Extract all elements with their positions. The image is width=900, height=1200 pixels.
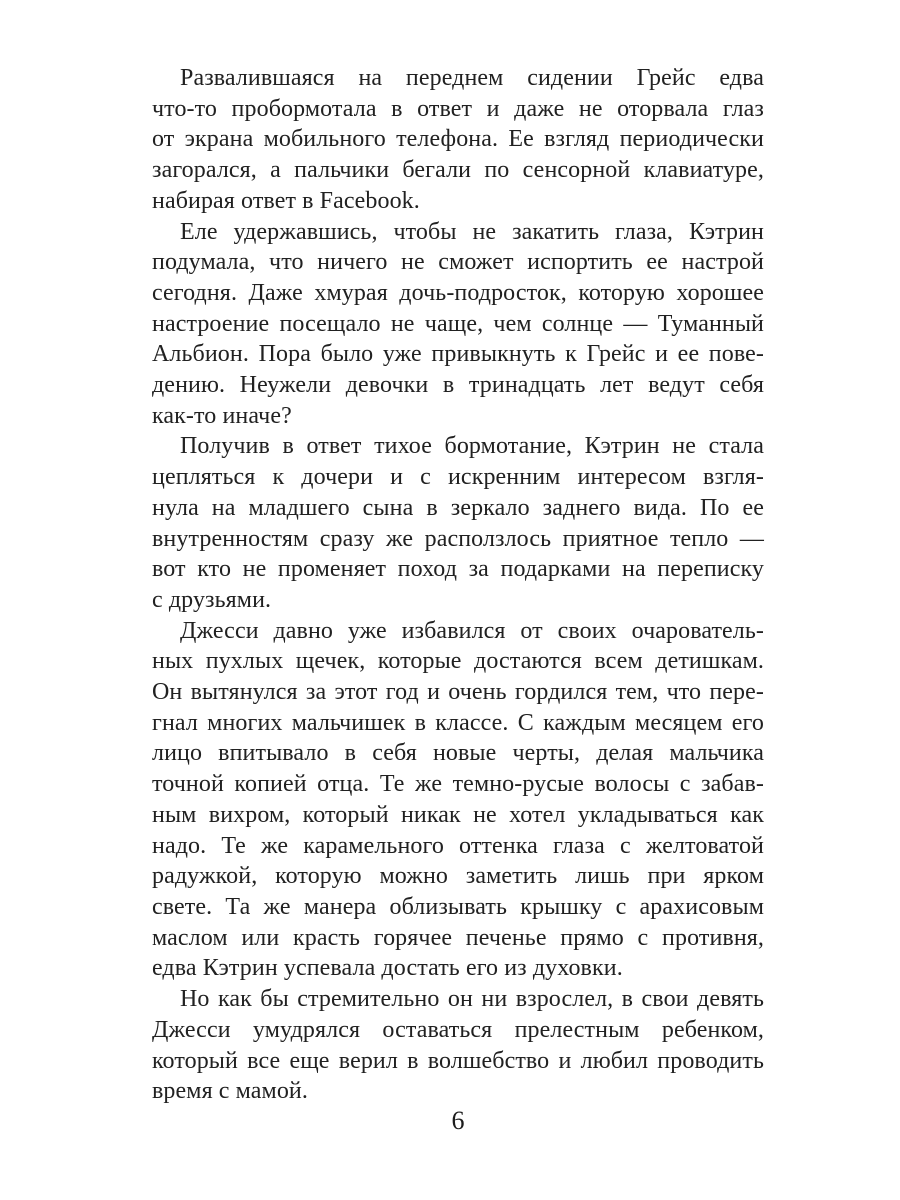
paragraph (152, 984, 764, 1107)
text-line: нула на младшего сына в зеркало заднего вида. По ее (152, 494, 764, 521)
text-line: лицо впитывало в себя новые черты, делая мальчика (152, 740, 764, 767)
text-line: надо. Те же карамельного оттенка глаза с желтоватой (152, 832, 764, 859)
paragraph (152, 217, 764, 432)
text-line: радужкой, которую можно заметить лишь при ярком (152, 863, 764, 890)
text-line: едва Кэтрин успевала достать его из духовки. (152, 955, 623, 982)
text-line: Он вытянулся за этот год и очень гордился тем, что пере- (152, 679, 764, 706)
text-line: что-то пробормотала в ответ и даже не оторвала глаз (152, 95, 764, 122)
text-line: гнал многих мальчишек в классе. С каждым месяцем его (152, 709, 764, 736)
text-line: внутренностям сразу же расползлось приятное тепло — (152, 525, 764, 552)
text-line: точной копией отца. Те же темно-русые волосы с забав- (152, 771, 764, 798)
paragraph (152, 431, 764, 615)
page-number: 6 (451, 1106, 465, 1135)
text-line: цепляться к дочери и с искренним интересом взгля- (152, 464, 764, 491)
text-line: Альбион. Пора было уже привыкнуть к Грейс и ее пове- (152, 341, 764, 368)
text-line: с друзьями. (152, 586, 272, 613)
text-line: сегодня. Даже хмурая дочь-подросток, которую хорошее (152, 279, 764, 306)
text-line: как-то иначе? (152, 402, 292, 429)
text-line: который все еще верил в волшебство и любил проводить (152, 1047, 764, 1074)
text-line: Джесси умудрялся оставаться прелестным ребенком, (152, 1016, 764, 1043)
text-line: настроение посещало не чаще, чем солнце — Туманный (152, 310, 764, 337)
text-line: ным вихром, который никак не хотел укладываться как (152, 801, 764, 828)
text-line: дению. Неужели девочки в тринадцать лет ведут себя (152, 372, 764, 399)
text-line: время с мамой. (152, 1078, 308, 1105)
text-line: маслом или красть горячее печенье прямо с противня, (152, 924, 764, 951)
text-block (152, 63, 764, 1107)
text-line: загорался, а пальчики бегали по сенсорной клавиатуре, (152, 157, 764, 184)
text-line: Еле удержавшись, чтобы не закатить глаза, Кэтрин (180, 218, 764, 245)
paragraph (152, 616, 764, 984)
text-line: Но как бы стремительно он ни взрослел, в свои девять (180, 986, 764, 1013)
text-line: свете. Та же манера облизывать крышку с арахисовым (152, 893, 764, 920)
text-line: Развалившаяся на переднем сидении Грейс едва (180, 65, 764, 91)
text-line: от экрана мобильного телефона. Ее взгляд периодически (152, 126, 764, 153)
paragraph (152, 63, 764, 217)
text-line: Джесси давно уже избавился от своих очарователь- (180, 617, 764, 644)
text-line: подумала, что ничего не сможет испортить ее настрой (152, 249, 764, 276)
text-line: вот кто не променяет поход за подарками на переписку (152, 556, 764, 583)
text-line: ных пухлых щечек, которые достаются всем детишкам. (152, 648, 764, 675)
text-line: набирая ответ в Facebook. (152, 187, 420, 214)
text-line: Получив в ответ тихое бормотание, Кэтрин не стала (180, 433, 764, 460)
